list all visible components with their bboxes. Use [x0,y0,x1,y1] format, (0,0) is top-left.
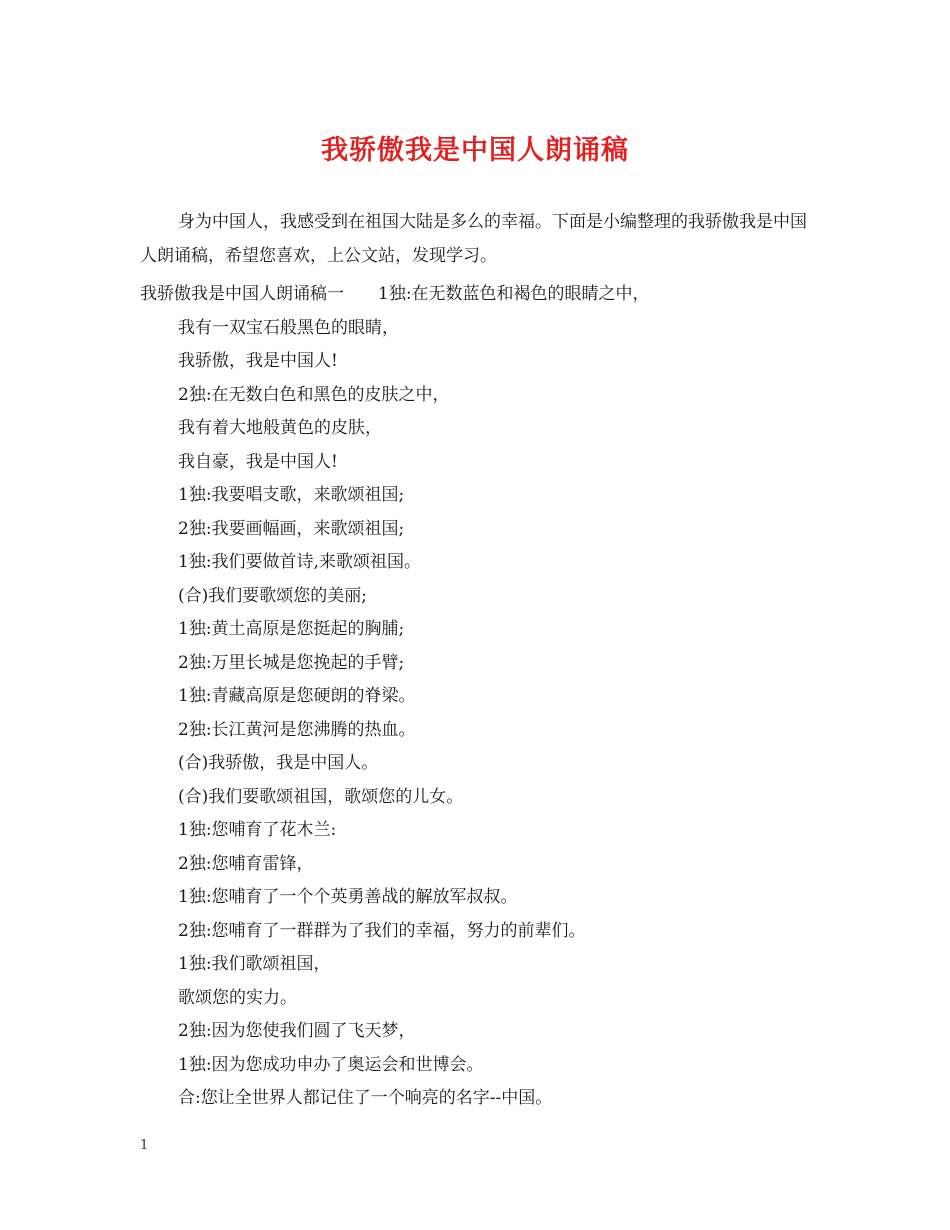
poem-line: 我有着大地般黄色的皮肤， [178,418,382,438]
poem-line: 1独:青藏高原是您硬朗的脊梁。 [178,686,416,706]
intro-paragraph: 身为中国人，我感受到在祖国大陆是多么的幸福。下面是小编整理的我骄傲我是中国人朗诵稿，希望您喜欢，上公文站，发现学习。 [140,212,807,266]
poem-line: 1独:黄土高原是您挺起的胸脯; [178,619,405,639]
poem-line: (合)我们要歌颂您的美丽; [178,585,367,606]
poem-line: 我骄傲，我是中国人! [178,351,338,371]
poem-line: 1独:我要唱支歌，来歌颂祖国; [178,485,405,505]
poem-heading: 我骄傲我是中国人朗诵稿一 [140,284,344,304]
poem-line: 2独:您哺育雷锋， [178,853,314,874]
poem-line: 1独:我们歌颂祖国， [178,954,331,974]
poem-line: 1独:因为您成功申办了奥运会和世博会。 [178,1054,484,1075]
poem-line: 1独:您哺育了一个个英勇善战的解放军叔叔。 [178,887,518,907]
poem-line: 2独:在无数白色和黑色的皮肤之中， [178,384,450,405]
poem-line: (合)我骄傲，我是中国人。 [178,753,379,773]
poem-line: 2独:我要画幅画，来歌颂祖国; [178,518,405,539]
poem-line: 2独:因为您使我们圆了飞天梦， [178,1021,416,1041]
poem-line: 2独:万里长城是您挽起的手臂; [178,652,405,673]
poem-line: 合:您让全世界人都记住了一个响亮的名字--中国。 [178,1088,553,1108]
poem-line: 我自豪，我是中国人! [178,451,338,472]
poem-line: 2独:长江黄河是您沸腾的热血。 [178,719,416,740]
poem-line: 1独:我们要做首诗,来歌颂祖国。 [178,552,421,572]
poem-line: 1独:您哺育了花木兰: [178,820,337,840]
poem-line: 歌颂您的实力。 [178,987,297,1008]
poem-line: (合)我们要歌颂祖国，歌颂您的儿女。 [178,786,464,807]
poem-body [140,278,820,1116]
poem-line: 2独:您哺育了一群群为了我们的幸福，努力的前辈们。 [178,920,586,941]
poem-heading-line [140,278,820,312]
document-title: 我骄傲我是中国人朗诵稿 [321,135,629,166]
page-number: 1 [140,1138,149,1153]
poem-line: 我有一双宝石般黑色的眼睛， [178,317,399,338]
poem-first-line: 1独:在无数蓝色和褐色的眼睛之中， [378,284,650,304]
